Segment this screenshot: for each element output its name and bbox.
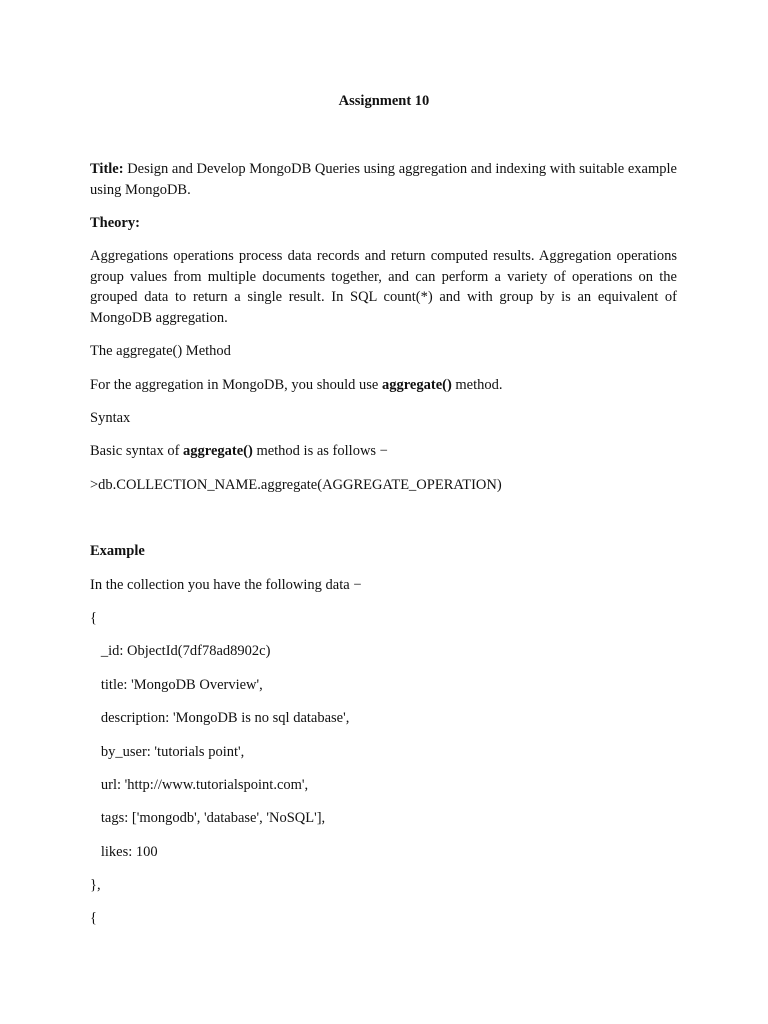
syntax-label: Syntax xyxy=(90,410,131,426)
syntax-code: >db.COLLECTION_NAME.aggregate(AGGREGATE_OPERATION) xyxy=(90,477,502,493)
basic-suffix: method is as follows − xyxy=(252,443,388,459)
code-line: tags: ['mongodb', 'database', 'NoSQL'], xyxy=(90,810,326,826)
code-line: title: 'MongoDB Overview', xyxy=(90,677,263,693)
basic-bold: aggregate() xyxy=(183,443,253,459)
title-label: Title: xyxy=(90,161,124,177)
code-line: { xyxy=(90,910,97,926)
title-text: Design and Develop MongoDB Queries using aggregation and indexing with suitable example using MongoDB. xyxy=(90,161,677,198)
code-line: _id: ObjectId(7df78ad8902c) xyxy=(90,643,271,659)
code-line: url: 'http://www.tutorialspoint.com', xyxy=(90,777,309,793)
code-line: by_user: 'tutorials point', xyxy=(90,744,245,760)
code-line: { xyxy=(90,610,97,626)
usage-prefix: For the aggregation in MongoDB, you should use xyxy=(90,377,382,393)
code-line: }, xyxy=(90,877,101,893)
usage-bold: aggregate() xyxy=(382,377,452,393)
basic-syntax-paragraph xyxy=(90,441,677,462)
theory-label: Theory: xyxy=(90,215,140,231)
page-heading: Assignment 10 xyxy=(338,93,430,109)
basic-prefix: Basic syntax of xyxy=(90,443,184,459)
code-line: description: 'MongoDB is no sql database', xyxy=(90,710,350,726)
example-label: Example xyxy=(90,543,145,559)
code-line: likes: 100 xyxy=(90,844,158,860)
example-intro: In the collection you have the following data − xyxy=(90,577,362,593)
method-heading: The aggregate() Method xyxy=(90,343,231,359)
title-paragraph xyxy=(90,159,677,200)
usage-suffix: method. xyxy=(451,377,503,393)
usage-paragraph xyxy=(90,375,677,396)
theory-paragraph: Aggregations operations process data records and return computed results. Aggregation operations group values from multiple documents together, and can perform a variety of operations on the grouped data to return a single result. In SQL count(*) and with group by is an equivalent of MongoDB aggregation. xyxy=(90,248,677,326)
